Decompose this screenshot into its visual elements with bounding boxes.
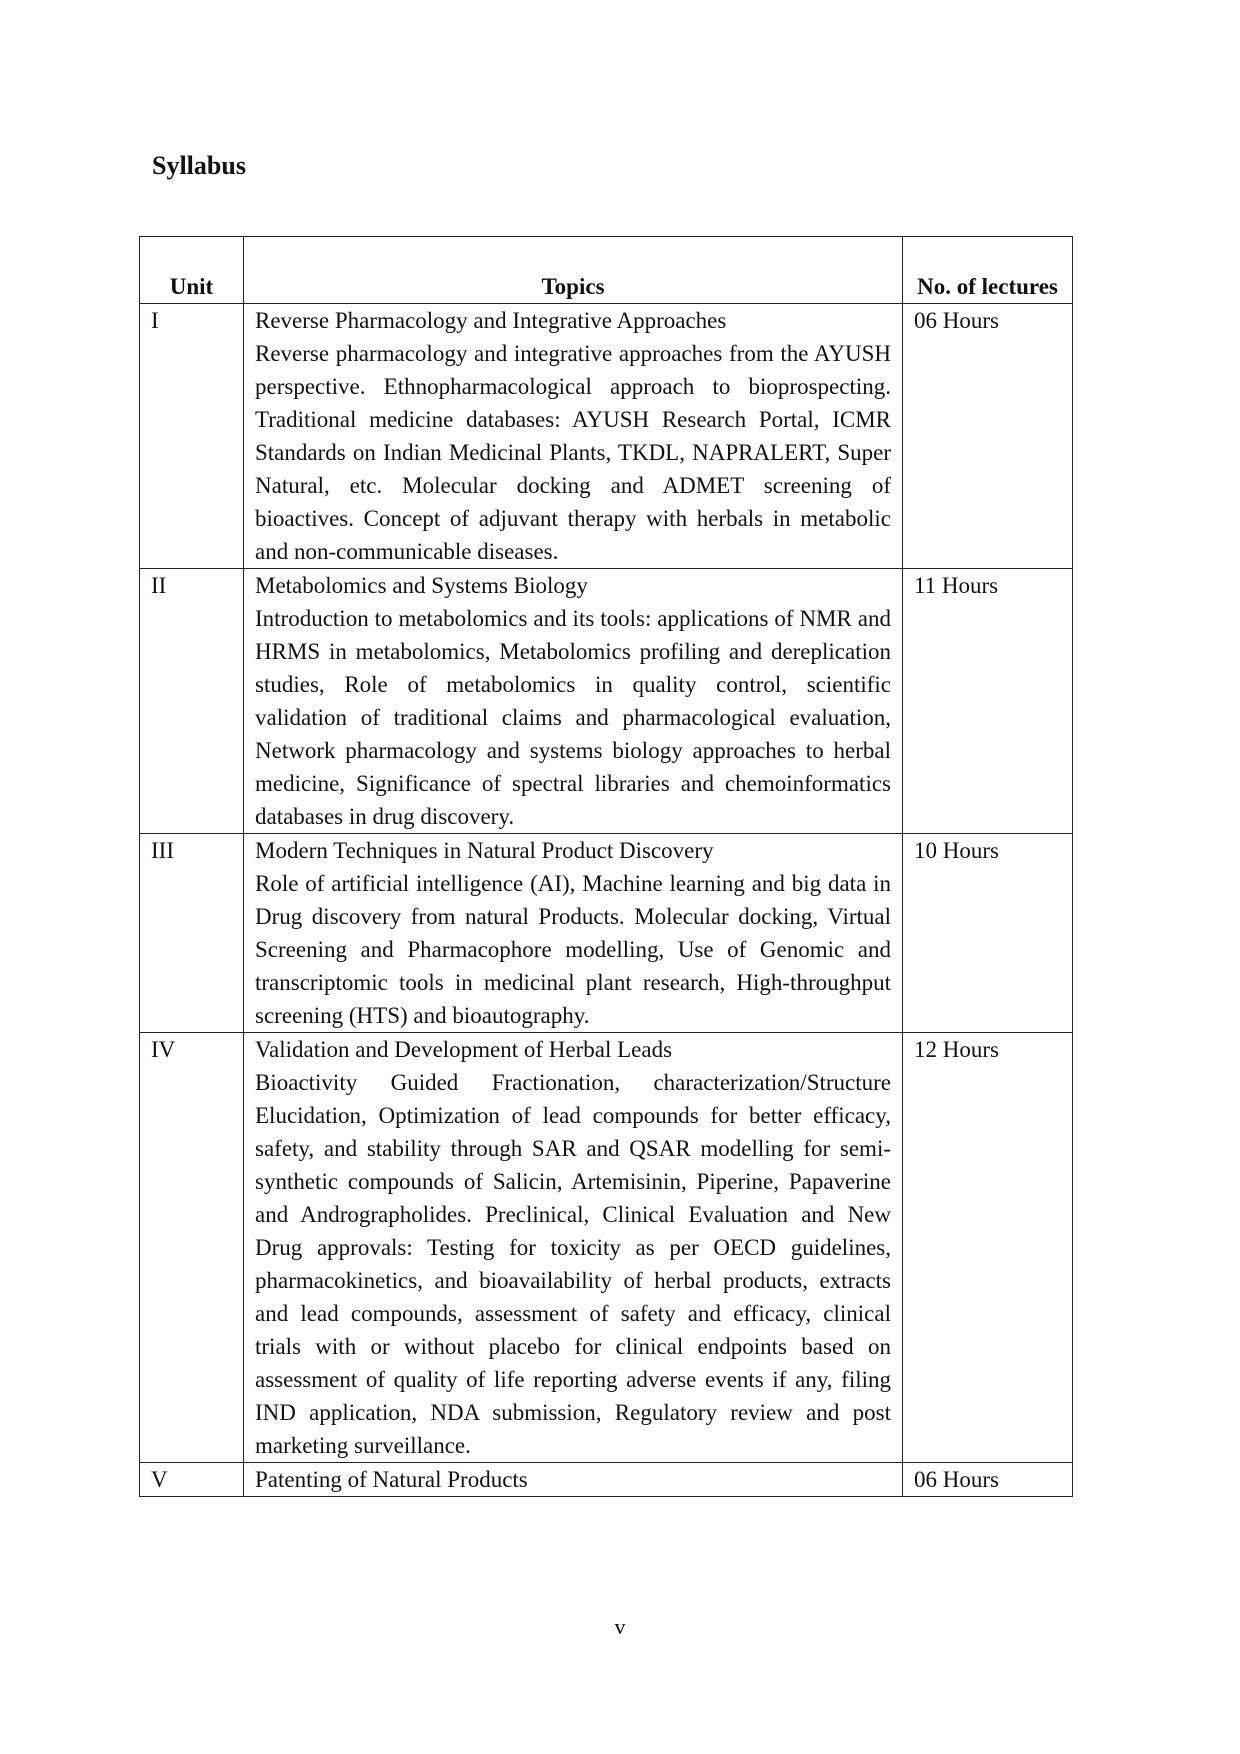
table-row [140,1463,1073,1497]
page-number: v [614,1614,626,1639]
topic-cell [244,304,903,569]
table-row [140,569,1073,834]
table-row [140,1033,1073,1463]
syllabus-table [139,236,1073,1497]
topic-title: Validation and Development of Herbal Leads [255,1037,673,1062]
lecture-hours: 10 Hours [903,834,1073,1033]
topic-cell [244,834,903,1033]
topic-description: Role of artificial intelligence (AI), Machine learning and big data in Drug discovery from natural Products. Molecular docking, Virtual Screening and Pharmacophore modelling, Use of Genomic and transcriptomic tools in medicinal plant research, High-throughput screening (HTS) and bioautography. [255,871,891,1028]
header-topics: Topics [244,237,903,304]
table-header-row [140,237,1073,304]
lecture-hours: 06 Hours [903,1463,1073,1497]
lecture-hours: 12 Hours [903,1033,1073,1463]
header-lectures: No. of lectures [903,237,1073,304]
topic-description: Bioactivity Guided Fractionation, characterization/Structure Elucidation, Optimization of lead compounds for better efficacy, safety, and stability through SAR and QSAR modelling for semi-synthetic compounds of Salicin, Artemisinin, Piperine, Papaverine and Andrographolides. Preclinical, Clinical Evaluation and New Drug approvals: Testing for toxicity as per OECD guidelines, pharmacokinetics, and bioavailability of herbal products, extracts and lead compounds, assessment of safety and efficacy, clinical trials with or without placebo for clinical endpoints based on assessment of quality of life reporting adverse events if any, filing IND application, NDA submission, Regulatory review and post marketing surveillance. [255,1070,891,1458]
unit-number: II [140,569,244,834]
topic-cell [244,569,903,834]
unit-number: III [140,834,244,1033]
header-unit: Unit [140,237,244,304]
page-title: Syllabus [152,151,246,180]
topic-cell [244,1463,903,1497]
topic-description: Introduction to metabolomics and its tools: applications of NMR and HRMS in metabolomics, Metabolomics profiling and dereplication studies, Role of metabolomics in quality control, scientific validation of traditional claims and pharmacological evaluation, Network pharmacology and systems biology approaches to herbal medicine, Significance of spectral libraries and chemoinformatics databases in drug discovery. [255,606,891,829]
topic-description: Reverse pharmacology and integrative approaches from the AYUSH perspective. Ethnopharmacological approach to bioprospecting. Traditional medicine databases: AYUSH Research Portal, ICMR Standards on Indian Medicinal Plants, TKDL, NAPRALERT, Super Natural, etc. Molecular docking and ADMET screening of bioactives. Concept of adjuvant therapy with herbals in metabolic and non-communicable diseases. [255,341,891,564]
topic-cell [244,1033,903,1463]
unit-number: V [140,1463,244,1497]
topic-title: Reverse Pharmacology and Integrative Approaches [255,308,727,333]
lecture-hours: 06 Hours [903,304,1073,569]
topic-title: Metabolomics and Systems Biology [255,573,588,598]
table-row [140,304,1073,569]
topic-title: Patenting of Natural Products [255,1467,528,1492]
topic-title: Modern Techniques in Natural Product Discovery [255,838,714,863]
unit-number: I [140,304,244,569]
table-row [140,834,1073,1033]
unit-number: IV [140,1033,244,1463]
lecture-hours: 11 Hours [903,569,1073,834]
